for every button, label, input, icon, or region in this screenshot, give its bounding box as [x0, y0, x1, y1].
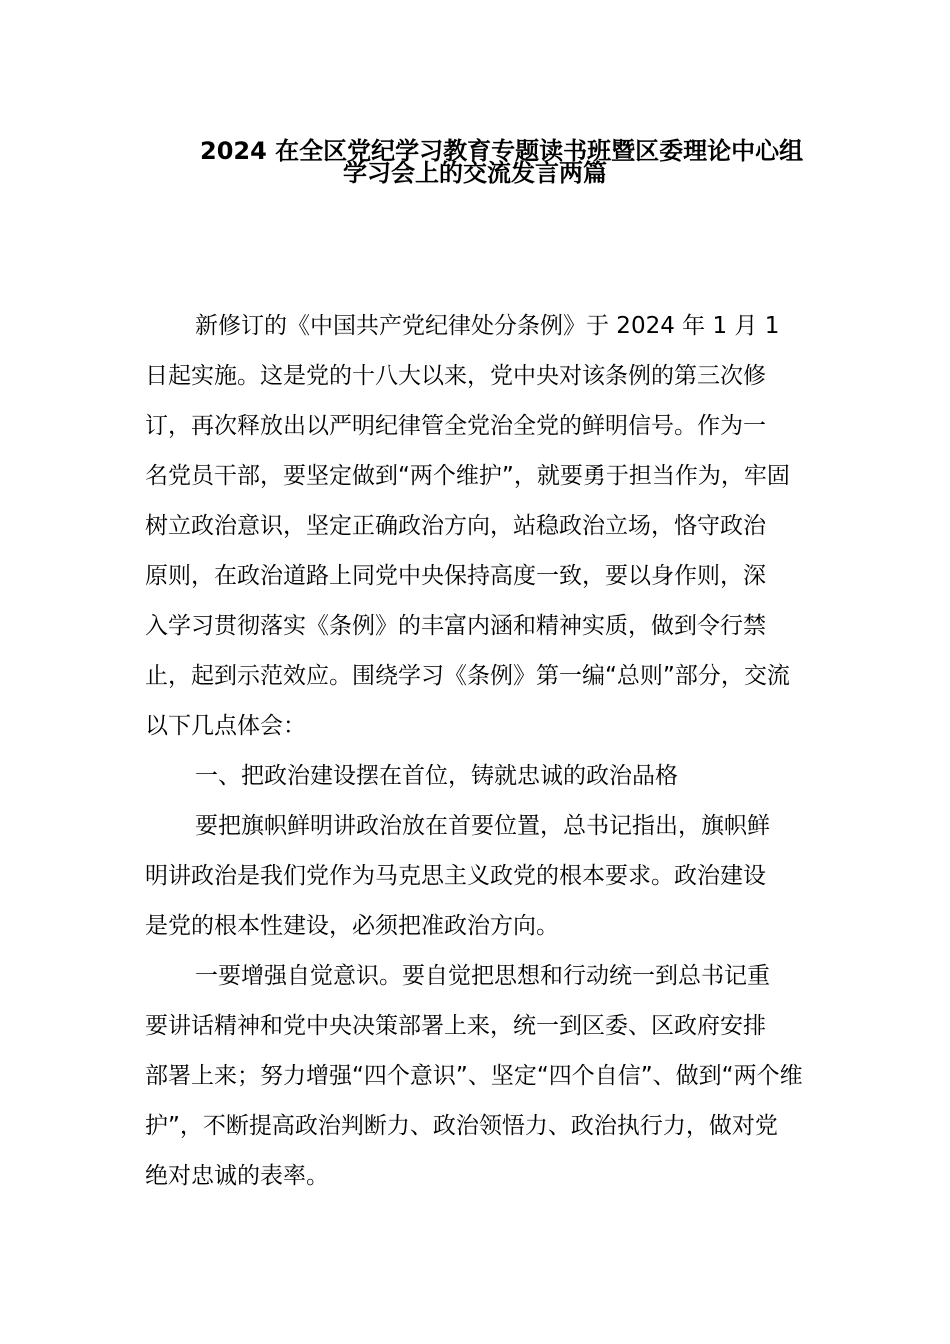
paragraph-line: 绝对忠诚的表率。: [145, 1163, 329, 1189]
document-title-line-2: 学习会上的交流发言两篇: [343, 159, 607, 187]
paragraph-line: 护”，不断提高政治判断力、政治领悟力、政治执行力，做对党: [145, 1113, 778, 1139]
paragraph-line: 是党的根本性建设，必须把准政治方向。: [145, 913, 559, 939]
paragraph-line: 原则，在政治道路上同党中央保持高度一致，要以身作则，深: [145, 563, 766, 589]
document-title-line-1: 2024 在全区党纪学习教育专题读书班暨区委理论中心组: [200, 137, 804, 165]
paragraph-line: 明讲政治是我们党作为马克思主义政党的根本要求。政治建设: [145, 863, 766, 889]
section-heading: 一、把政治建设摆在首位，铸就忠诚的政治品格: [195, 763, 678, 789]
paragraph-line: 以下几点体会：: [145, 713, 306, 739]
paragraph-line: 一要增强自觉意识。要自觉把思想和行动统一到总书记重: [195, 963, 770, 989]
paragraph-line: 日起实施。这是党的十八大以来，党中央对该条例的第三次修: [145, 363, 766, 389]
paragraph-line: 入学习贯彻落实《条例》的丰富内涵和精神实质，做到令行禁: [145, 613, 766, 639]
paragraph-line: 树立政治意识，坚定正确政治方向，站稳政治立场，恪守政治: [145, 513, 766, 539]
paragraph-line: 部署上来；努力增强“四个意识”、坚定“四个自信”、做到“两个维: [145, 1063, 803, 1089]
document-body: [145, 301, 809, 1201]
paragraph-line: 订，再次释放出以严明纪律管全党治全党的鲜明信号。作为一: [145, 413, 766, 439]
paragraph-line: 要讲话精神和党中央决策部署上来，统一到区委、区政府安排: [145, 1013, 766, 1039]
paragraph-line: 名党员干部，要坚定做到“两个维护”，就要勇于担当作为，牢固: [145, 463, 790, 489]
paragraph-line: 止，起到示范效应。围绕学习《条例》第一编“总则”部分，交流: [145, 663, 790, 689]
paragraph-line: 新修订的《中国共产党纪律处分条例》于 2024 年 1 月 1: [195, 313, 780, 339]
paragraph-line: 要把旗帜鲜明讲政治放在首要位置，总书记指出，旗帜鲜: [195, 813, 770, 839]
